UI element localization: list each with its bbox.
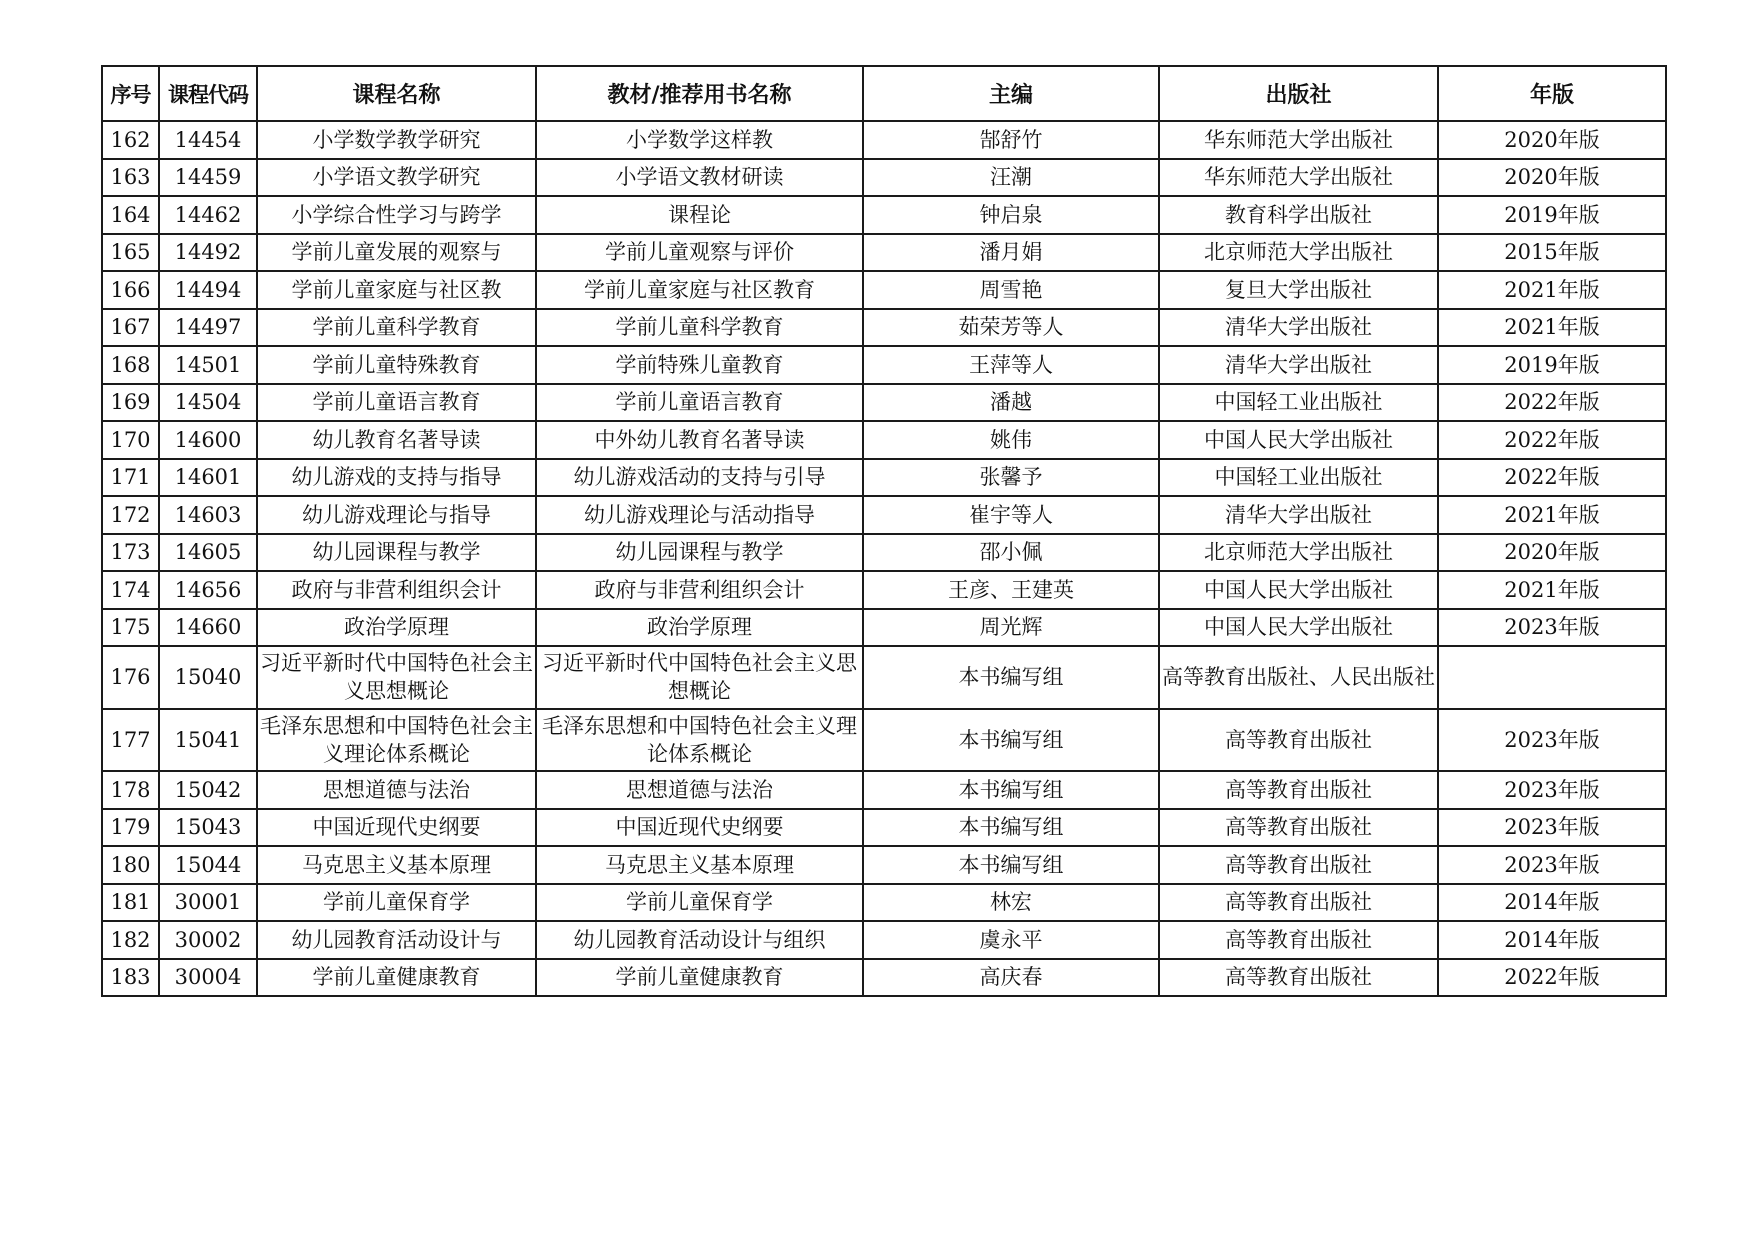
cell-course-name: 幼儿园课程与教学 xyxy=(257,534,536,572)
table-row xyxy=(102,234,1666,272)
cell-edition-year: 2023年版 xyxy=(1438,846,1666,884)
cell-edition-year: 2022年版 xyxy=(1438,459,1666,497)
cell-course-name: 习近平新时代中国特色社会主义思想概论 xyxy=(257,646,536,709)
cell-index: 163 xyxy=(102,159,159,197)
cell-textbook-name: 学前儿童家庭与社区教育 xyxy=(536,271,863,309)
cell-edition-year: 2014年版 xyxy=(1438,884,1666,922)
cell-course-name: 学前儿童语言教育 xyxy=(257,384,536,422)
cell-course-name: 学前儿童家庭与社区教 xyxy=(257,271,536,309)
cell-course-name: 思想道德与法治 xyxy=(257,771,536,809)
table-row xyxy=(102,121,1666,159)
header-course-code: 课程代码 xyxy=(159,66,257,121)
cell-course-code: 15044 xyxy=(159,846,257,884)
cell-publisher: 教育科学出版社 xyxy=(1159,196,1438,234)
cell-textbook-name: 思想道德与法治 xyxy=(536,771,863,809)
cell-publisher: 中国人民大学出版社 xyxy=(1159,421,1438,459)
table-row xyxy=(102,884,1666,922)
cell-course-code: 15041 xyxy=(159,709,257,772)
cell-index: 181 xyxy=(102,884,159,922)
cell-index: 177 xyxy=(102,709,159,772)
cell-course-code: 14494 xyxy=(159,271,257,309)
table-row xyxy=(102,346,1666,384)
cell-publisher: 中国轻工业出版社 xyxy=(1159,384,1438,422)
cell-course-code: 14660 xyxy=(159,609,257,647)
cell-edition-year: 2022年版 xyxy=(1438,384,1666,422)
cell-index: 167 xyxy=(102,309,159,347)
cell-edition-year: 2020年版 xyxy=(1438,121,1666,159)
header-row xyxy=(102,66,1666,121)
table-row xyxy=(102,496,1666,534)
cell-edition-year: 2023年版 xyxy=(1438,609,1666,647)
cell-index: 168 xyxy=(102,346,159,384)
cell-index: 183 xyxy=(102,959,159,997)
cell-editor: 王萍等人 xyxy=(863,346,1159,384)
cell-textbook-name: 政治学原理 xyxy=(536,609,863,647)
cell-course-code: 14497 xyxy=(159,309,257,347)
cell-edition-year: 2021年版 xyxy=(1438,571,1666,609)
cell-editor: 本书编写组 xyxy=(863,771,1159,809)
cell-course-code: 14600 xyxy=(159,421,257,459)
cell-editor: 周雪艳 xyxy=(863,271,1159,309)
cell-index: 173 xyxy=(102,534,159,572)
textbook-table xyxy=(101,65,1667,997)
cell-index: 164 xyxy=(102,196,159,234)
cell-course-name: 马克思主义基本原理 xyxy=(257,846,536,884)
cell-index: 171 xyxy=(102,459,159,497)
table-row xyxy=(102,846,1666,884)
cell-course-name: 中国近现代史纲要 xyxy=(257,809,536,847)
cell-editor: 潘月娟 xyxy=(863,234,1159,272)
cell-publisher: 复旦大学出版社 xyxy=(1159,271,1438,309)
cell-edition-year: 2020年版 xyxy=(1438,534,1666,572)
cell-index: 176 xyxy=(102,646,159,709)
cell-editor: 茹荣芳等人 xyxy=(863,309,1159,347)
cell-course-name: 学前儿童保育学 xyxy=(257,884,536,922)
cell-publisher: 高等教育出版社 xyxy=(1159,921,1438,959)
cell-editor: 张馨予 xyxy=(863,459,1159,497)
cell-course-code: 15043 xyxy=(159,809,257,847)
cell-publisher: 清华大学出版社 xyxy=(1159,346,1438,384)
cell-textbook-name: 马克思主义基本原理 xyxy=(536,846,863,884)
cell-textbook-name: 毛泽东思想和中国特色社会主义理论体系概论 xyxy=(536,709,863,772)
cell-course-name: 小学语文教学研究 xyxy=(257,159,536,197)
cell-textbook-name: 幼儿游戏理论与活动指导 xyxy=(536,496,863,534)
cell-editor: 汪潮 xyxy=(863,159,1159,197)
cell-editor: 高庆春 xyxy=(863,959,1159,997)
cell-edition-year: 2020年版 xyxy=(1438,159,1666,197)
cell-edition-year: 2023年版 xyxy=(1438,809,1666,847)
cell-course-name: 小学综合性学习与跨学 xyxy=(257,196,536,234)
cell-textbook-name: 小学语文教材研读 xyxy=(536,159,863,197)
table-row xyxy=(102,271,1666,309)
cell-publisher: 高等教育出版社 xyxy=(1159,709,1438,772)
cell-edition-year: 2023年版 xyxy=(1438,709,1666,772)
cell-textbook-name: 学前特殊儿童教育 xyxy=(536,346,863,384)
cell-publisher: 高等教育出版社 xyxy=(1159,771,1438,809)
cell-textbook-name: 幼儿游戏活动的支持与引导 xyxy=(536,459,863,497)
cell-editor: 虞永平 xyxy=(863,921,1159,959)
header-editor: 主编 xyxy=(863,66,1159,121)
table-row xyxy=(102,609,1666,647)
cell-editor: 本书编写组 xyxy=(863,646,1159,709)
header-edition-year: 年版 xyxy=(1438,66,1666,121)
cell-index: 180 xyxy=(102,846,159,884)
cell-edition-year xyxy=(1438,646,1666,709)
cell-textbook-name: 中外幼儿教育名著导读 xyxy=(536,421,863,459)
cell-index: 182 xyxy=(102,921,159,959)
table-row xyxy=(102,421,1666,459)
cell-editor: 周光辉 xyxy=(863,609,1159,647)
cell-course-code: 14603 xyxy=(159,496,257,534)
cell-index: 175 xyxy=(102,609,159,647)
cell-edition-year: 2022年版 xyxy=(1438,959,1666,997)
cell-course-name: 小学数学教学研究 xyxy=(257,121,536,159)
header-index: 序号 xyxy=(102,66,159,121)
cell-course-name: 幼儿教育名著导读 xyxy=(257,421,536,459)
table-row xyxy=(102,534,1666,572)
cell-publisher: 中国人民大学出版社 xyxy=(1159,609,1438,647)
cell-course-name: 政治学原理 xyxy=(257,609,536,647)
cell-textbook-name: 中国近现代史纲要 xyxy=(536,809,863,847)
cell-editor: 林宏 xyxy=(863,884,1159,922)
cell-publisher: 中国人民大学出版社 xyxy=(1159,571,1438,609)
cell-course-name: 幼儿园教育活动设计与 xyxy=(257,921,536,959)
cell-edition-year: 2019年版 xyxy=(1438,346,1666,384)
cell-publisher: 清华大学出版社 xyxy=(1159,309,1438,347)
cell-textbook-name: 学前儿童科学教育 xyxy=(536,309,863,347)
cell-course-code: 14454 xyxy=(159,121,257,159)
cell-textbook-name: 学前儿童观察与评价 xyxy=(536,234,863,272)
table-row xyxy=(102,309,1666,347)
table-row xyxy=(102,159,1666,197)
cell-course-code: 14492 xyxy=(159,234,257,272)
cell-index: 165 xyxy=(102,234,159,272)
cell-course-code: 30002 xyxy=(159,921,257,959)
cell-editor: 崔宇等人 xyxy=(863,496,1159,534)
table-row xyxy=(102,571,1666,609)
cell-editor: 钟启泉 xyxy=(863,196,1159,234)
cell-textbook-name: 幼儿园课程与教学 xyxy=(536,534,863,572)
cell-course-code: 14605 xyxy=(159,534,257,572)
cell-textbook-name: 学前儿童语言教育 xyxy=(536,384,863,422)
cell-publisher: 高等教育出版社、人民出版社 xyxy=(1159,646,1438,709)
cell-editor: 本书编写组 xyxy=(863,846,1159,884)
cell-textbook-name: 课程论 xyxy=(536,196,863,234)
cell-course-code: 30001 xyxy=(159,884,257,922)
header-course-name: 课程名称 xyxy=(257,66,536,121)
cell-course-name: 学前儿童科学教育 xyxy=(257,309,536,347)
cell-editor: 郜舒竹 xyxy=(863,121,1159,159)
cell-publisher: 华东师范大学出版社 xyxy=(1159,121,1438,159)
cell-course-name: 学前儿童发展的观察与 xyxy=(257,234,536,272)
table-row xyxy=(102,459,1666,497)
cell-textbook-name: 幼儿园教育活动设计与组织 xyxy=(536,921,863,959)
cell-textbook-name: 学前儿童健康教育 xyxy=(536,959,863,997)
cell-edition-year: 2015年版 xyxy=(1438,234,1666,272)
cell-course-code: 14462 xyxy=(159,196,257,234)
cell-index: 170 xyxy=(102,421,159,459)
table-row xyxy=(102,921,1666,959)
table-row xyxy=(102,196,1666,234)
cell-editor: 潘越 xyxy=(863,384,1159,422)
cell-editor: 姚伟 xyxy=(863,421,1159,459)
cell-course-code: 14459 xyxy=(159,159,257,197)
table-row xyxy=(102,384,1666,422)
cell-course-name: 毛泽东思想和中国特色社会主义理论体系概论 xyxy=(257,709,536,772)
cell-publisher: 高等教育出版社 xyxy=(1159,809,1438,847)
cell-publisher: 高等教育出版社 xyxy=(1159,959,1438,997)
cell-course-name: 政府与非营利组织会计 xyxy=(257,571,536,609)
cell-editor: 本书编写组 xyxy=(863,709,1159,772)
cell-course-code: 15042 xyxy=(159,771,257,809)
cell-index: 162 xyxy=(102,121,159,159)
cell-publisher: 清华大学出版社 xyxy=(1159,496,1438,534)
cell-textbook-name: 小学数学这样教 xyxy=(536,121,863,159)
cell-course-code: 14601 xyxy=(159,459,257,497)
cell-edition-year: 2021年版 xyxy=(1438,496,1666,534)
cell-publisher: 高等教育出版社 xyxy=(1159,884,1438,922)
cell-publisher: 北京师范大学出版社 xyxy=(1159,534,1438,572)
cell-course-code: 14504 xyxy=(159,384,257,422)
cell-editor: 邵小佩 xyxy=(863,534,1159,572)
cell-course-name: 幼儿游戏理论与指导 xyxy=(257,496,536,534)
cell-index: 178 xyxy=(102,771,159,809)
cell-publisher: 中国轻工业出版社 xyxy=(1159,459,1438,497)
cell-course-name: 学前儿童特殊教育 xyxy=(257,346,536,384)
cell-editor: 王彦、王建英 xyxy=(863,571,1159,609)
cell-textbook-name: 政府与非营利组织会计 xyxy=(536,571,863,609)
table-row xyxy=(102,959,1666,997)
cell-edition-year: 2021年版 xyxy=(1438,271,1666,309)
header-publisher: 出版社 xyxy=(1159,66,1438,121)
cell-index: 179 xyxy=(102,809,159,847)
cell-publisher: 高等教育出版社 xyxy=(1159,846,1438,884)
cell-edition-year: 2021年版 xyxy=(1438,309,1666,347)
cell-index: 174 xyxy=(102,571,159,609)
table-row xyxy=(102,809,1666,847)
cell-index: 172 xyxy=(102,496,159,534)
cell-edition-year: 2019年版 xyxy=(1438,196,1666,234)
cell-publisher: 华东师范大学出版社 xyxy=(1159,159,1438,197)
cell-textbook-name: 习近平新时代中国特色社会主义思想概论 xyxy=(536,646,863,709)
cell-publisher: 北京师范大学出版社 xyxy=(1159,234,1438,272)
cell-course-code: 14656 xyxy=(159,571,257,609)
cell-course-code: 30004 xyxy=(159,959,257,997)
cell-course-code: 14501 xyxy=(159,346,257,384)
table-row xyxy=(102,709,1666,772)
table-row xyxy=(102,646,1666,709)
cell-textbook-name: 学前儿童保育学 xyxy=(536,884,863,922)
cell-index: 169 xyxy=(102,384,159,422)
cell-editor: 本书编写组 xyxy=(863,809,1159,847)
cell-edition-year: 2023年版 xyxy=(1438,771,1666,809)
cell-edition-year: 2022年版 xyxy=(1438,421,1666,459)
cell-course-code: 15040 xyxy=(159,646,257,709)
cell-edition-year: 2014年版 xyxy=(1438,921,1666,959)
cell-course-name: 学前儿童健康教育 xyxy=(257,959,536,997)
cell-course-name: 幼儿游戏的支持与指导 xyxy=(257,459,536,497)
cell-index: 166 xyxy=(102,271,159,309)
table-row xyxy=(102,771,1666,809)
header-textbook-name: 教材/推荐用书名称 xyxy=(536,66,863,121)
